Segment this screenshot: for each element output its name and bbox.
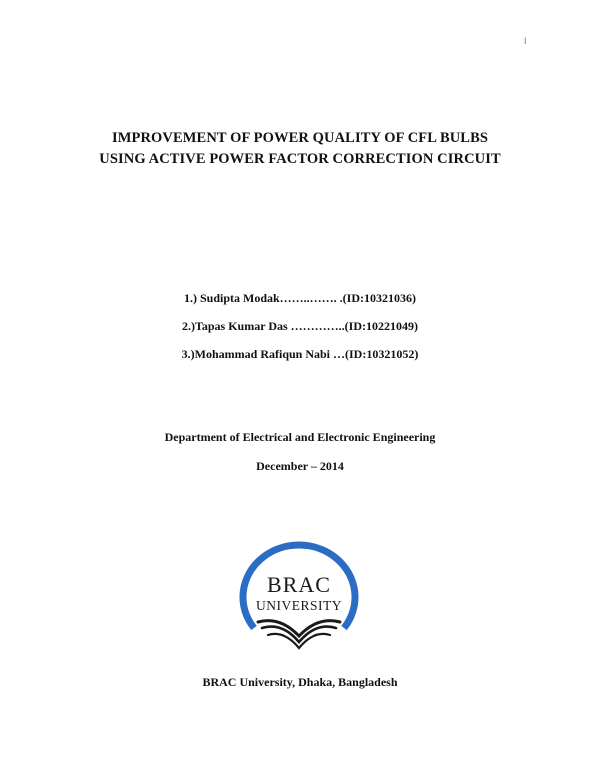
page-number: I	[524, 36, 527, 46]
footer-location: BRAC University, Dhaka, Bangladesh	[202, 675, 398, 689]
thesis-title	[0, 128, 600, 170]
author-list	[0, 290, 600, 374]
title-line-2: USING ACTIVE POWER FACTOR CORRECTION CIRCUIT	[99, 151, 501, 167]
author-1: 1.) Sudipta Modak……..……. .(ID:10321036)	[183, 291, 417, 305]
submission-date: December – 2014	[256, 459, 344, 473]
book-icon	[258, 621, 340, 648]
title-line-1: IMPROVEMENT OF POWER QUALITY OF CFL BULBS	[111, 130, 489, 146]
author-2: 2.)Tapas Kumar Das …………..(ID:10221049)	[181, 319, 418, 333]
logo-text-brac: BRAC	[267, 572, 331, 597]
department-name: Department of Electrical and Electronic Engineering	[164, 430, 436, 444]
brac-university-logo	[232, 540, 366, 658]
logo-text-university: UNIVERSITY	[256, 598, 342, 613]
author-3: 3.)Mohammad Rafiqun Nabi …(ID:10321052)	[181, 347, 419, 361]
